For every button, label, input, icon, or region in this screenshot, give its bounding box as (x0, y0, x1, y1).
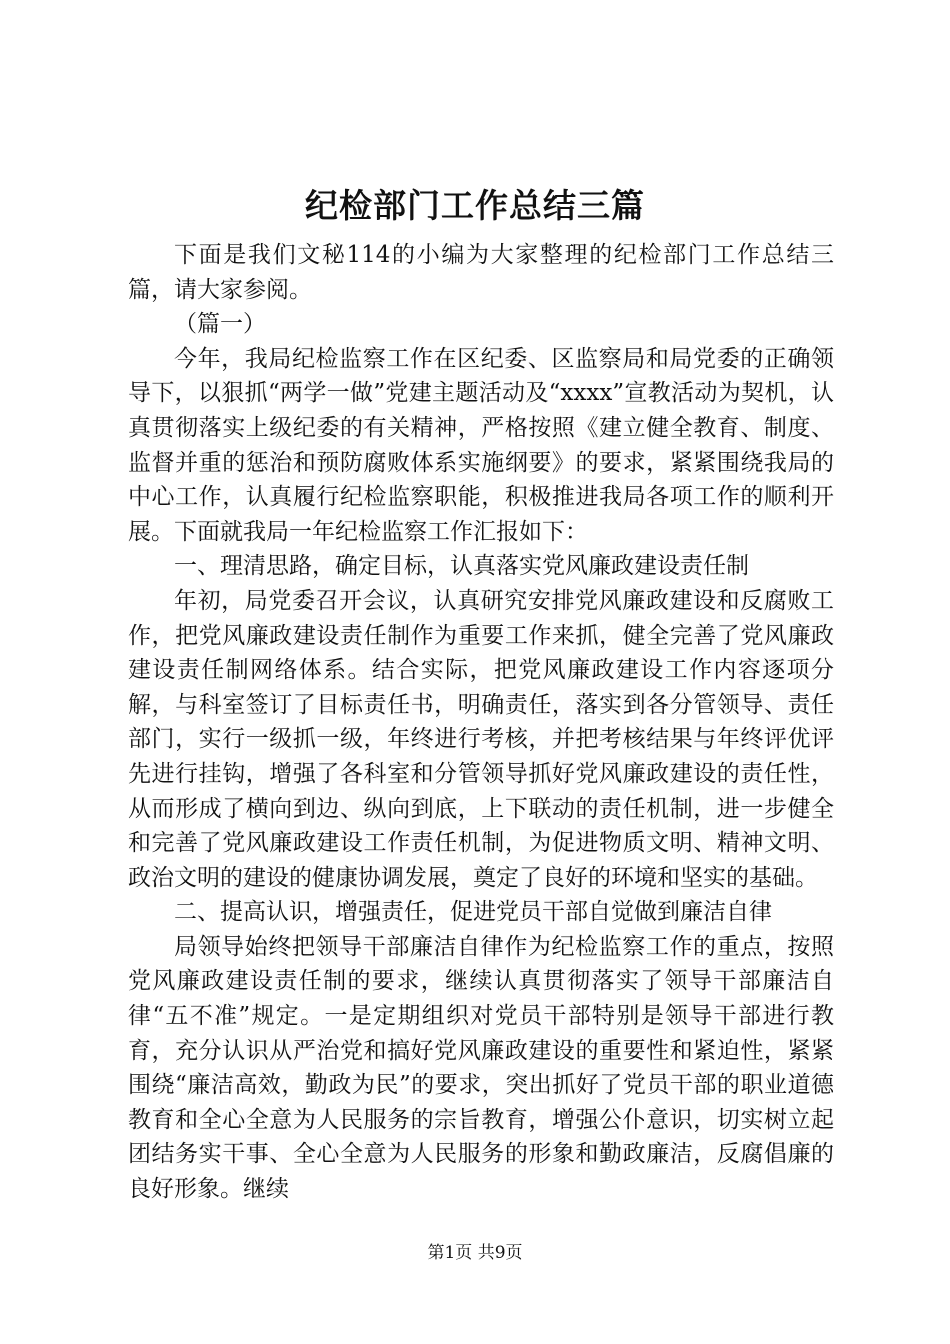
page-footer: 第1页 共9页 (427, 1243, 523, 1263)
heading-section-two: 二、提高认识，增强责任，促进党员干部自觉做到廉洁自律 (174, 899, 772, 926)
paragraph-intro: 下面是我们文秘114的小编为大家整理的纪检部门工作总结三篇，请大家参阅。 (128, 242, 834, 303)
document-title: 纪检部门工作总结三篇 (305, 186, 645, 225)
heading-section-one: 一、理清思路，确定目标，认真落实党风廉政建设责任制 (174, 553, 749, 580)
document-body (128, 238, 834, 1207)
paragraph-section-one: 年初，局党委召开会议，认真研究安排党风廉政建设和反腐败工作，把党风廉政建设责任制作为重要工作来抓，健全完善了党风廉政建设责任制网络体系。结合实际，把党风廉政建设工作内容逐项分解，与科室签订了目标责任书，明确责任，落实到各分管领导、责任部门，实行一级抓一级，年终进行考核，并把考核结果与年终评优评先进行挂钩，增强了各科室和分管领导抓好党风廉政建设的责任性，从而形成了横向到边、纵向到底，上下联动的责任机制，进一步健全和完善了党风廉政建设工作责任机制，为促进物质文明、精神文明、政治文明的建设的健康协调发展，奠定了良好的环境和坚实的基础。 (128, 587, 834, 891)
paragraph-section-two: 局领导始终把领导干部廉洁自律作为纪检监察工作的重点，按照党风廉政建设责任制的要求，继续认真贯彻落实了领导干部廉洁自律“五不准”规定。一是定期组织对党员干部特别是领导干部进行教育，充分认识从严治党和搞好党风廉政建设的重要性和紧迫性，紧紧围绕“廉洁高效，勤政为民”的要求，突出抓好了党员干部的职业道德教育和全心全意为人民服务的宗旨教育，增强公仆意识，切实树立起团结务实干事、全心全意为人民服务的形象和勤政廉洁，反腐倡廉的良好形象。继续 (128, 933, 834, 1203)
paragraph-section-label: （篇一） (174, 311, 266, 338)
paragraph-overview: 今年，我局纪检监察工作在区纪委、区监察局和局党委的正确领导下，以狠抓“两学一做”党建主题活动及“xxxx”宣教活动为契机，认真贯彻落实上级纪委的有关精神，严格按照《建立健全教育、制度、监督并重的惩治和预防腐败体系实施纲要》的要求，紧紧围绕我局的中心工作，认真履行纪检监察职能，积极推进我局各项工作的顺利开展。下面就我局一年纪检监察工作汇报如下： (128, 345, 834, 545)
